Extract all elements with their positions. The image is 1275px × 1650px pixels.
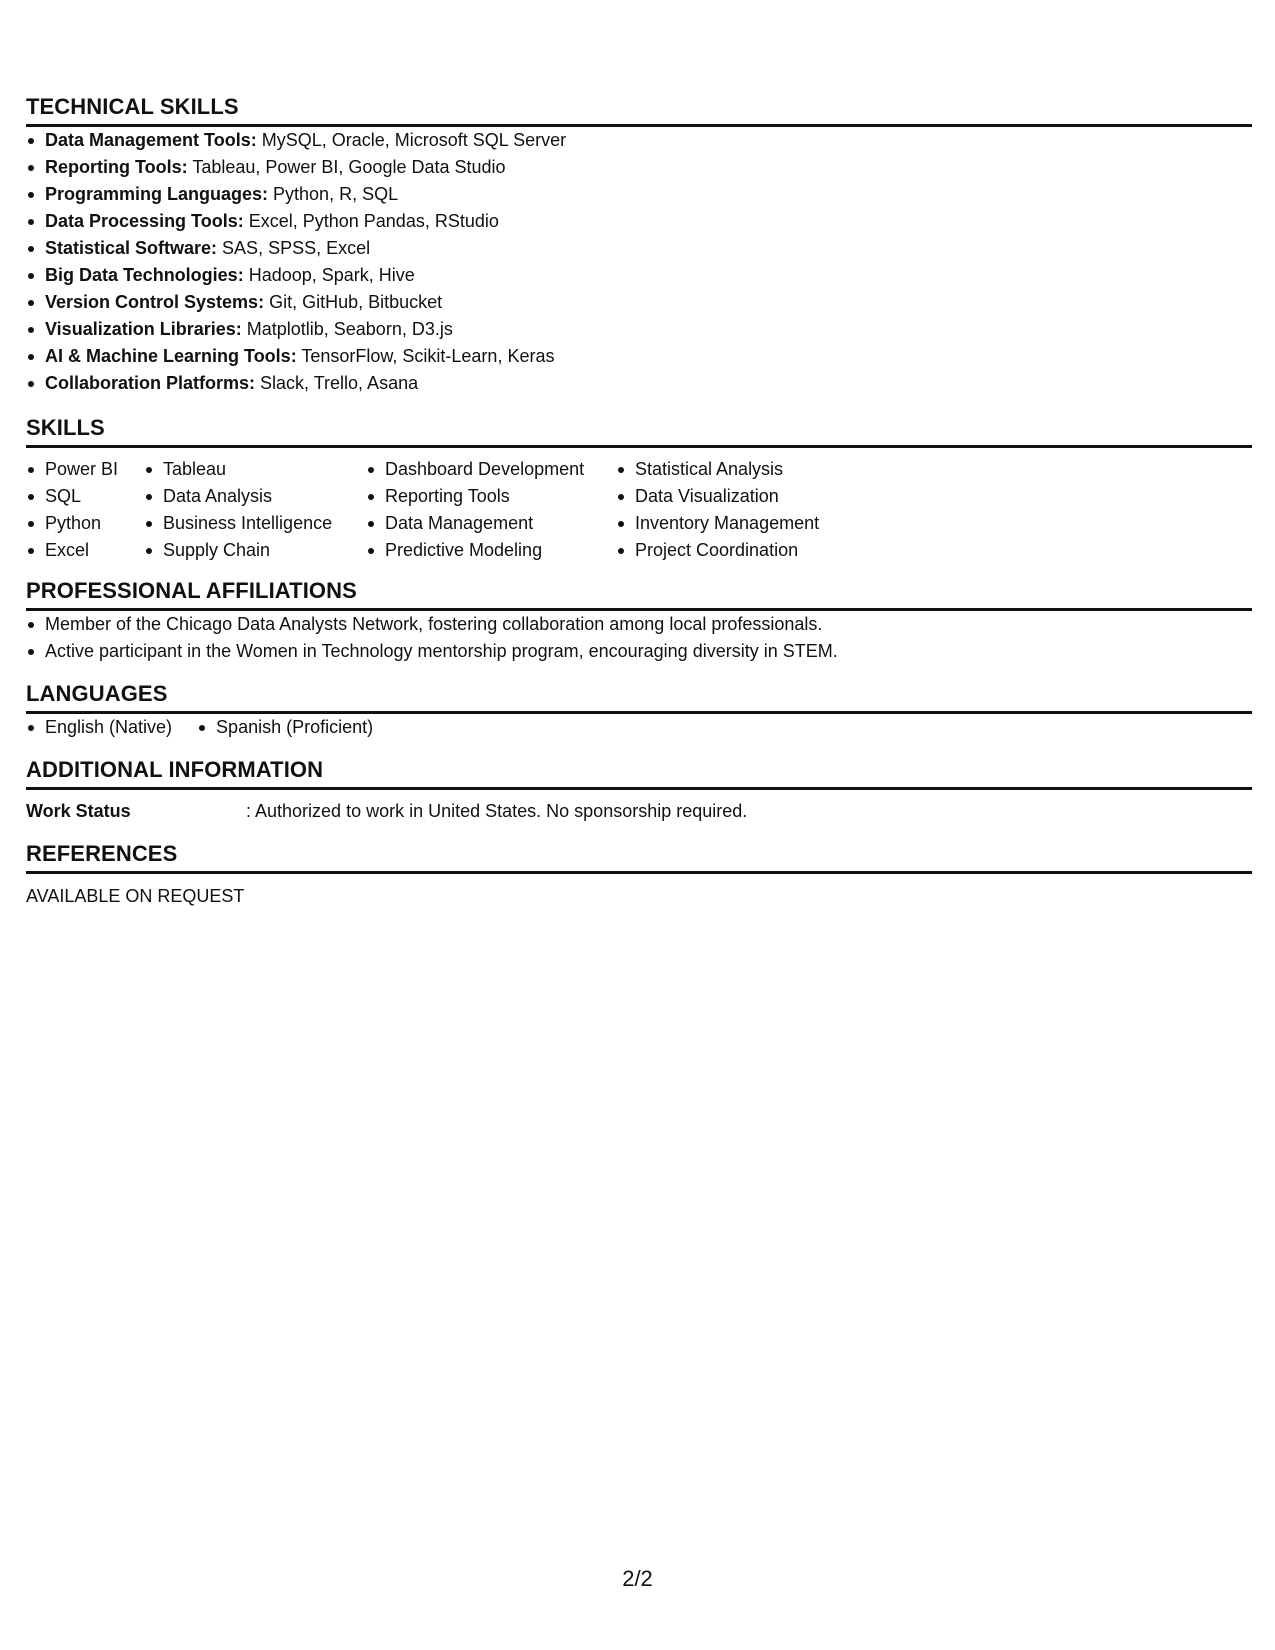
technical-skills-list <box>26 127 1252 397</box>
list-item <box>26 316 1252 343</box>
additional-information-heading: ADDITIONAL INFORMATION <box>26 757 1252 790</box>
work-status-label: Work Status <box>26 801 131 821</box>
list-item <box>26 127 1252 154</box>
list-item: Member of the Chicago Data Analysts Network, fostering collaboration among local professionals. <box>26 611 1252 638</box>
list-item: Project Coordination <box>616 537 876 564</box>
list-item: Supply Chain <box>144 537 366 564</box>
skills-section <box>26 415 1252 564</box>
list-item <box>26 154 1252 181</box>
list-item <box>26 208 1252 235</box>
list-item <box>26 181 1252 208</box>
skills-column-3 <box>366 456 616 564</box>
technical-skills-section <box>26 94 1252 397</box>
languages-heading: LANGUAGES <box>26 681 1252 714</box>
list-item: Inventory Management <box>616 510 876 537</box>
tech-skill-label: Data Management Tools: <box>45 130 257 150</box>
languages-section <box>26 681 1252 741</box>
tech-skill-label: Big Data Technologies: <box>45 265 244 285</box>
list-item: Data Management <box>366 510 616 537</box>
page-number: 2/2 <box>622 1566 653 1591</box>
list-item: Data Visualization <box>616 483 876 510</box>
tech-skill-value: TensorFlow, Scikit-Learn, Keras <box>296 346 555 366</box>
references-heading: REFERENCES <box>26 841 1252 874</box>
work-status-row <box>26 790 1252 825</box>
tech-skill-label: Statistical Software: <box>45 238 218 258</box>
tech-skill-label: Data Processing Tools: <box>45 211 244 231</box>
list-item: Statistical Analysis <box>616 456 876 483</box>
list-item <box>26 370 1252 397</box>
list-item: Data Analysis <box>144 483 366 510</box>
list-item: Python <box>26 510 144 537</box>
list-item <box>26 235 1252 262</box>
list-item: Tableau <box>144 456 366 483</box>
list-item <box>26 343 1252 370</box>
list-item: Business Intelligence <box>144 510 366 537</box>
tech-skill-value: SAS, SPSS, Excel <box>217 238 371 258</box>
list-item: Power BI <box>26 456 144 483</box>
list-item: Dashboard Development <box>366 456 616 483</box>
languages-list <box>26 714 1252 741</box>
tech-skill-label: Collaboration Platforms: <box>45 373 256 393</box>
tech-skill-value: Matplotlib, Seaborn, D3.js <box>241 319 453 339</box>
skills-grid <box>26 448 1252 564</box>
list-item: Reporting Tools <box>366 483 616 510</box>
list-item: Excel <box>26 537 144 564</box>
list-item: Predictive Modeling <box>366 537 616 564</box>
tech-skill-label: Programming Languages: <box>45 184 269 204</box>
list-item: Active participant in the Women in Technology mentorship program, encouraging diversity in STEM. <box>26 638 1252 665</box>
references-section <box>26 841 1252 910</box>
technical-skills-heading: TECHNICAL SKILLS <box>26 94 1252 127</box>
affiliations-list <box>26 611 1252 665</box>
skills-column-4 <box>616 456 876 564</box>
tech-skill-label: AI & Machine Learning Tools: <box>45 346 297 366</box>
tech-skill-value: MySQL, Oracle, Microsoft SQL Server <box>256 130 567 150</box>
affiliations-section <box>26 578 1252 665</box>
tech-skill-value: Excel, Python Pandas, RStudio <box>243 211 499 231</box>
skills-column-1 <box>26 456 144 564</box>
skills-heading: SKILLS <box>26 415 1252 448</box>
tech-skill-value: Slack, Trello, Asana <box>255 373 419 393</box>
tech-skill-label: Version Control Systems: <box>45 292 265 312</box>
list-item: SQL <box>26 483 144 510</box>
additional-information-section <box>26 757 1252 825</box>
tech-skill-label: Visualization Libraries: <box>45 319 242 339</box>
work-status-value: : Authorized to work in United States. No sponsorship required. <box>246 801 748 821</box>
resume-page <box>26 94 1252 910</box>
list-item: Spanish (Proficient) <box>197 714 373 741</box>
tech-skill-value: Git, GitHub, Bitbucket <box>264 292 443 312</box>
skills-column-2 <box>144 456 366 564</box>
tech-skill-value: Tableau, Power BI, Google Data Studio <box>187 157 506 177</box>
list-item: English (Native) <box>26 714 172 741</box>
list-item <box>26 289 1252 316</box>
tech-skill-label: Reporting Tools: <box>45 157 188 177</box>
tech-skill-value: Hadoop, Spark, Hive <box>243 265 415 285</box>
references-text: AVAILABLE ON REQUEST <box>26 886 245 906</box>
affiliations-heading: PROFESSIONAL AFFILIATIONS <box>26 578 1252 611</box>
list-item <box>26 262 1252 289</box>
tech-skill-value: Python, R, SQL <box>268 184 399 204</box>
